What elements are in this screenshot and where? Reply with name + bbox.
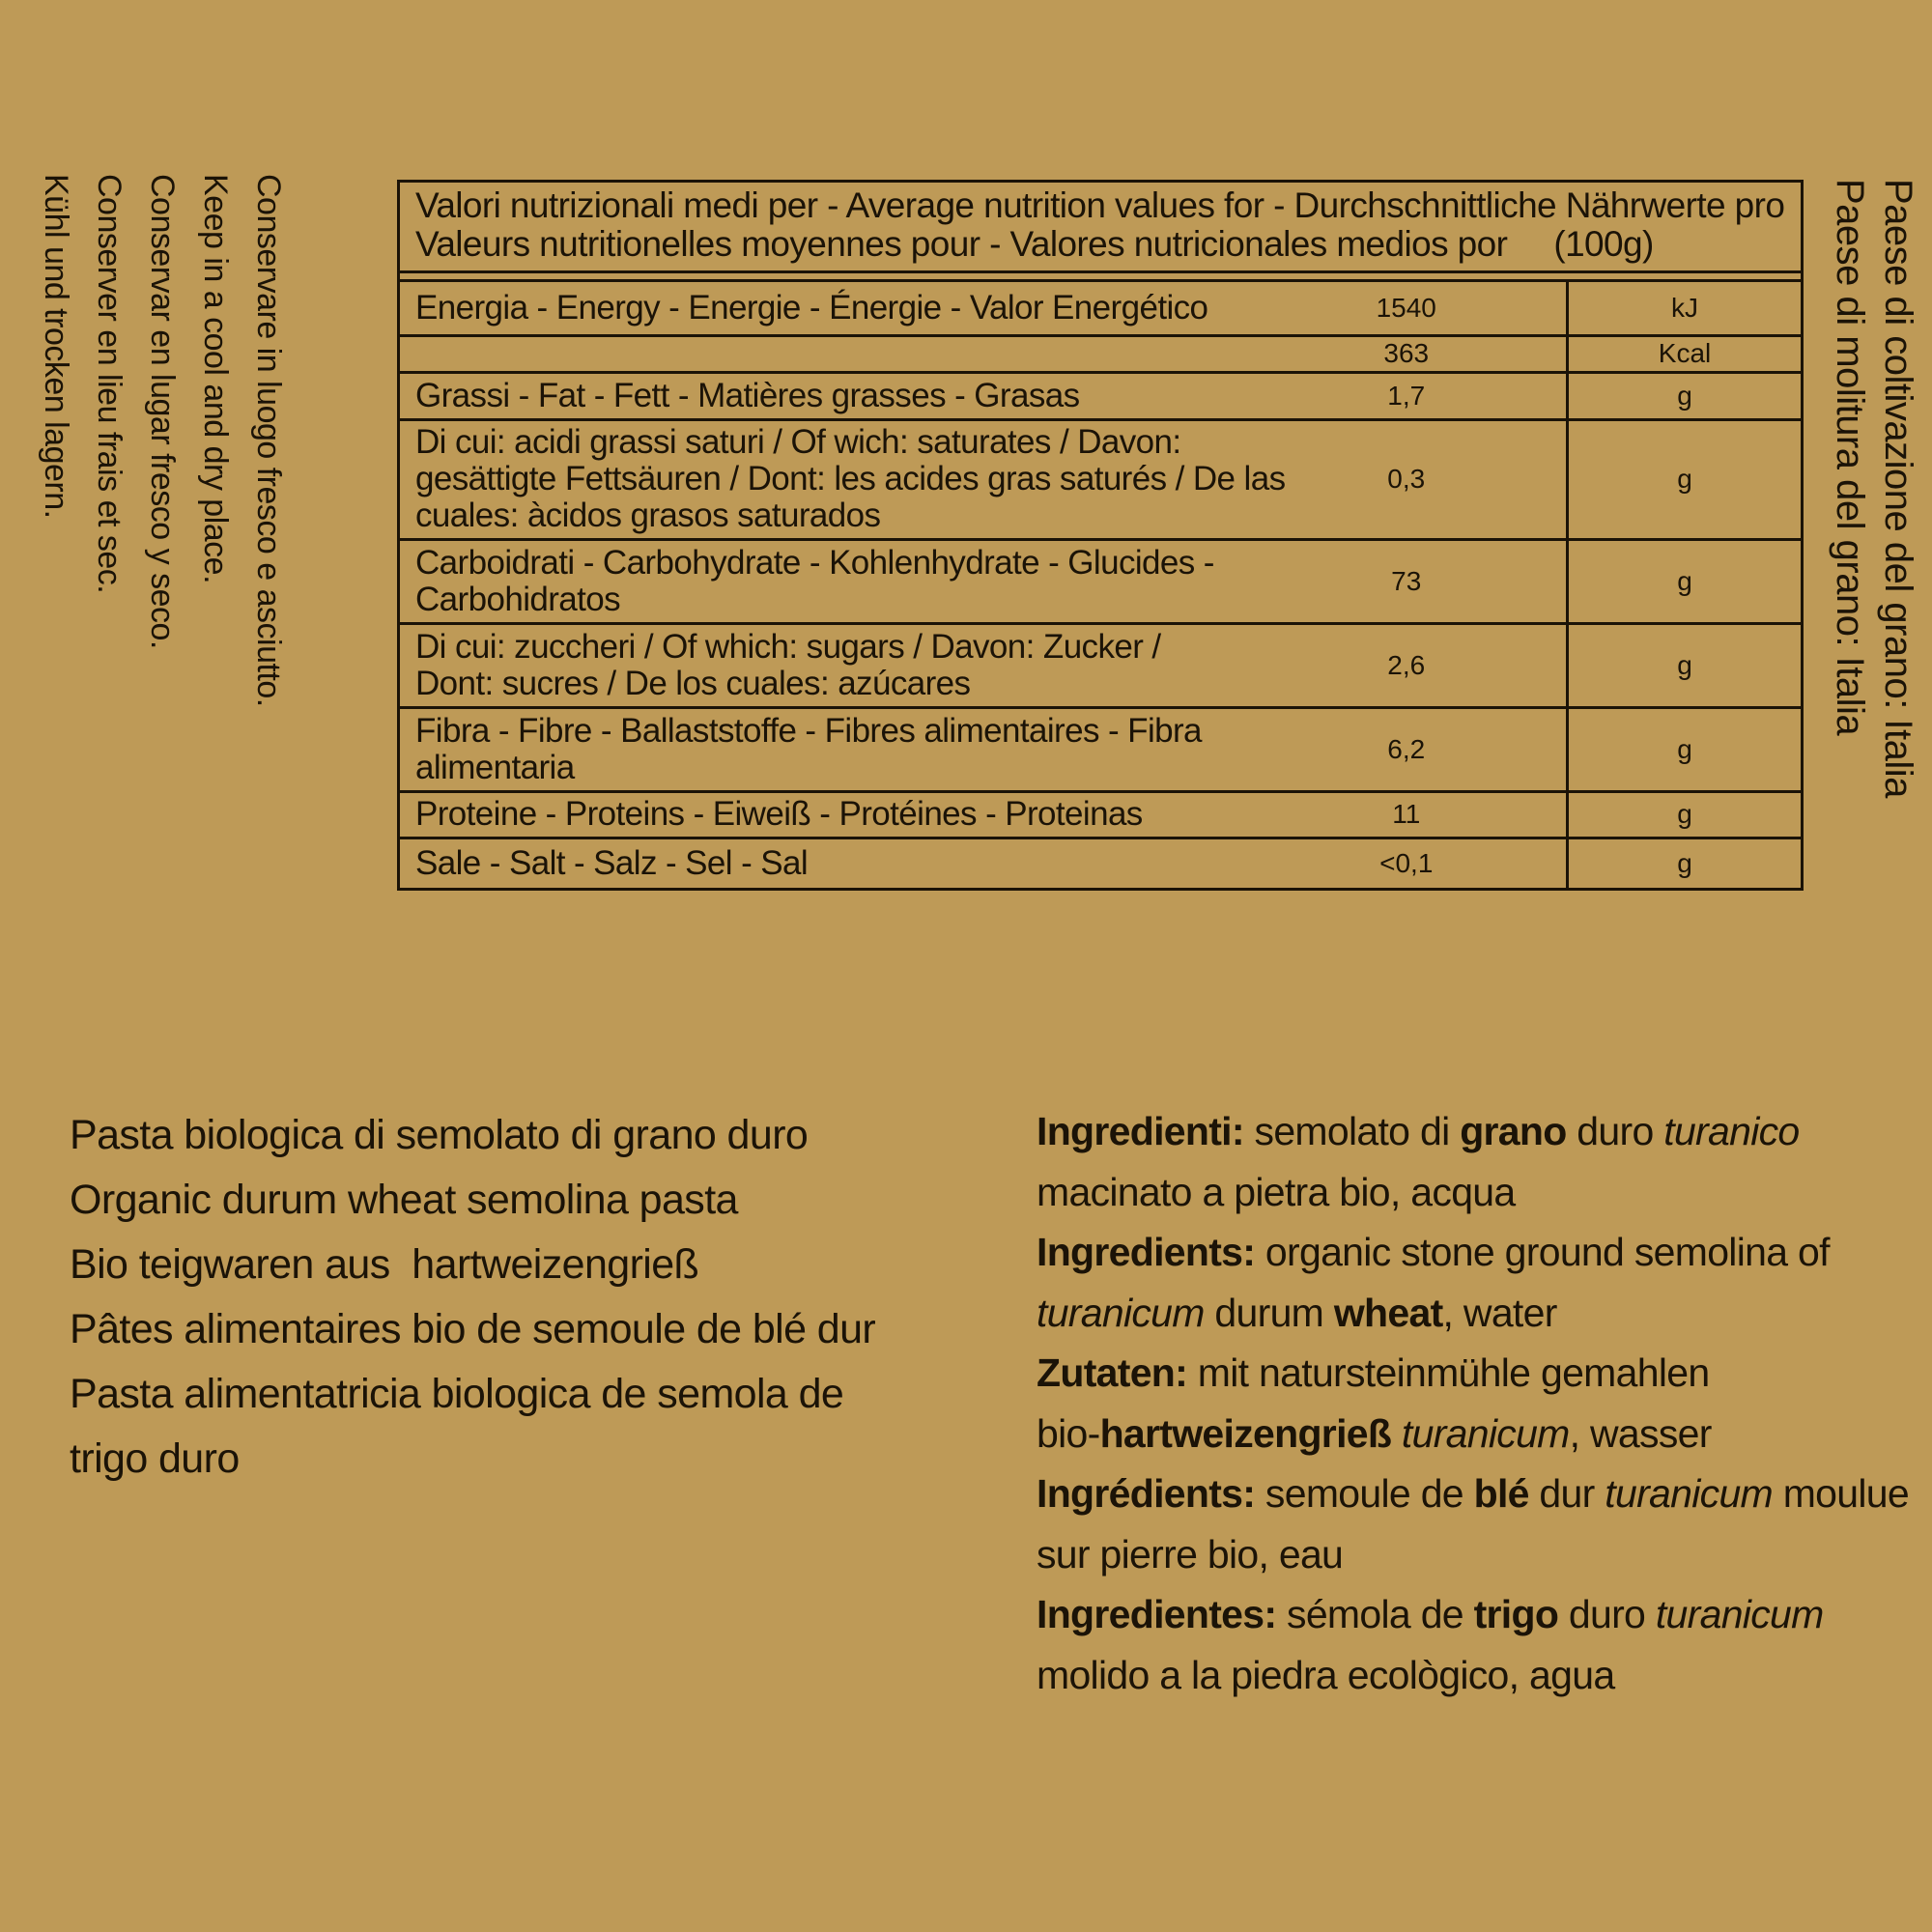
table-row (400, 623, 1801, 707)
table-row (400, 372, 1801, 419)
ingredients-label: Ingredients: (1037, 1230, 1256, 1274)
nutrition-table (397, 180, 1804, 891)
ingredients-text: mit natursteinmühle gemahlen (1187, 1350, 1710, 1395)
ingredients-de (1037, 1343, 1925, 1404)
ingredients-text: semolato di (1243, 1109, 1461, 1153)
ingredients-text: , water (1442, 1290, 1557, 1335)
nutrient-unit: g (1568, 791, 1802, 838)
allergen-text: trigo (1473, 1592, 1559, 1636)
storage-instructions (38, 174, 295, 811)
ingredients-it-cont: macinato a pietra bio, acqua (1037, 1169, 1516, 1214)
nutrition-header-line2-wrap (415, 225, 1787, 264)
ingredients-text: , wasser (1569, 1410, 1712, 1456)
nutrient-unit: kJ (1568, 282, 1802, 335)
table-row (400, 539, 1801, 623)
allergen-text: blé (1473, 1471, 1529, 1516)
nutrition-rows (400, 282, 1801, 888)
nutrient-name: Grassi - Fat - Fett - Matières grasses - Grasas (400, 372, 1305, 419)
nutrient-name (400, 335, 1305, 372)
ingredients-text: semoule de (1255, 1471, 1474, 1516)
variety-text: turanico (1663, 1109, 1800, 1153)
storage-line: Kühl und trocken lagern. (38, 174, 74, 519)
nutrient-value: 1,7 (1305, 372, 1568, 419)
nutrient-unit: g (1568, 707, 1802, 791)
variety-text: turanicum (1655, 1592, 1824, 1636)
origin-line: Paese di molitura del grano: Italia (1829, 179, 1871, 736)
storage-line: Conserver en lieu frais et sec. (91, 174, 128, 594)
ingredients-list (1037, 1101, 1925, 1705)
ingredients-text: duro (1558, 1592, 1656, 1636)
ingredients-text: moulue (1773, 1471, 1909, 1516)
product-name-de: Bio teigwaren aus hartweizengrieß (70, 1241, 699, 1288)
storage-line: Conservare in luogo fresco e asciutto. (250, 174, 287, 707)
product-name-en: Organic durum wheat semolina pasta (70, 1177, 738, 1223)
nutrient-name-text: Di cui: zuccheri / Of which: sugars / Davon: Zucker / Dont: sucres / De los cuales: azúcares (415, 627, 1161, 702)
nutrient-value: 2,6 (1305, 623, 1568, 707)
product-name-fr: Pâtes alimentaires bio de semoule de blé dur (70, 1306, 876, 1352)
allergen-text: wheat (1333, 1290, 1443, 1335)
nutrient-value: 363 (1305, 335, 1568, 372)
allergen-text: grano (1460, 1109, 1567, 1153)
ingredients-es-cont: molido a la piedra ecològico, agua (1037, 1652, 1615, 1697)
nutrient-value: 11 (1305, 791, 1568, 838)
nutrition-header-line1: Valori nutrizionali medi per - Average nutrition values for - Durchschnittliche Nährwerte pro (415, 185, 1785, 225)
ingredients-text: bio- (1037, 1410, 1100, 1456)
table-row (400, 838, 1801, 888)
nutrient-name-text: Di cui: acidi grassi saturi / Of wich: saturates / Davon: gesättigte Fettsäuren / Dont: les acides gras saturés / De las cuales: àcidos grasos saturados (415, 423, 1286, 534)
nutrient-name-text: Carboidrati - Carbohydrate - Kohlenhydrate - Glucides - Carbohidratos (415, 543, 1214, 618)
nutrient-name: Energia - Energy - Energie - Énergie - Valor Energético (415, 288, 1208, 327)
allergen-text: hartweizengrieß (1099, 1410, 1392, 1456)
product-name-es: Pasta alimentatricia biologica de semola de (70, 1371, 844, 1417)
ingredients-text (1391, 1411, 1402, 1456)
ingredients-text: organic stone ground semolina of (1255, 1230, 1830, 1274)
product-names (70, 1103, 939, 1492)
origin-info (1826, 179, 1922, 816)
variety-text: turanicum (1401, 1410, 1570, 1456)
nutrient-unit: g (1568, 838, 1802, 888)
ingredients-fr (1037, 1463, 1925, 1524)
nutrient-name (400, 539, 1305, 623)
nutrient-name-text: Fibra - Fibre - Ballaststoffe - Fibres alimentaires - Fibra alimentaria (415, 711, 1202, 786)
ingredients-text: sémola de (1276, 1592, 1474, 1636)
storage-line: Conservar en lugar fresco y seco. (144, 174, 181, 649)
ingredients-label: Zutaten: (1037, 1350, 1188, 1395)
nutrient-value: 1540 (1376, 292, 1436, 323)
nutrient-name: Sale - Salt - Salz - Sel - Sal (400, 838, 1305, 888)
ingredients-de-cont (1037, 1404, 1925, 1464)
nutrition-per-amount: (100g) (1553, 224, 1654, 264)
nutrient-value: <0,1 (1305, 838, 1568, 888)
header-divider (400, 273, 1801, 282)
nutrient-name (400, 623, 1305, 707)
nutrition-header-line2: Valeurs nutritionelles moyennes pour - Valores nutricionales medios por (415, 224, 1508, 264)
nutrient-name (400, 419, 1305, 539)
ingredients-text: durum (1204, 1290, 1334, 1335)
nutrient-value: 6,2 (1305, 707, 1568, 791)
variety-text: turanicum (1037, 1290, 1205, 1335)
ingredients-label: Ingredienti: (1037, 1109, 1244, 1153)
ingredients-text: dur (1528, 1471, 1605, 1516)
table-row (400, 707, 1801, 791)
ingredients-en (1037, 1222, 1925, 1283)
ingredients-text: duro (1566, 1109, 1664, 1153)
table-row (400, 419, 1801, 539)
variety-text: turanicum (1605, 1471, 1773, 1516)
origin-line: Paese di coltivazione del grano: Italia (1877, 179, 1919, 798)
ingredients-es (1037, 1584, 1925, 1645)
nutrient-unit: g (1568, 539, 1802, 623)
nutrient-name: Proteine - Proteins - Eiweiß - Protéines - Proteinas (400, 791, 1305, 838)
ingredients-label: Ingredientes: (1037, 1592, 1277, 1636)
ingredients-label: Ingrédients: (1037, 1471, 1256, 1516)
ingredients-fr-cont: sur pierre bio, eau (1037, 1531, 1344, 1577)
ingredients-en-cont (1037, 1283, 1925, 1344)
nutrient-value: 73 (1305, 539, 1568, 623)
nutrient-name (400, 707, 1305, 791)
ingredients-it (1037, 1101, 1925, 1162)
nutrient-unit: Kcal (1568, 335, 1802, 372)
nutrient-unit: g (1568, 372, 1802, 419)
table-row (400, 791, 1801, 838)
product-name-es-cont: trigo duro (70, 1435, 240, 1482)
product-name-it: Pasta biologica di semolato di grano duro (70, 1112, 809, 1158)
table-row (400, 282, 1801, 335)
nutrition-header (400, 183, 1801, 273)
storage-line: Keep in a cool and dry place. (197, 174, 234, 584)
table-row (400, 335, 1801, 372)
nutrient-unit: g (1568, 419, 1802, 539)
nutrient-value: 0,3 (1305, 419, 1568, 539)
nutrient-unit: g (1568, 623, 1802, 707)
